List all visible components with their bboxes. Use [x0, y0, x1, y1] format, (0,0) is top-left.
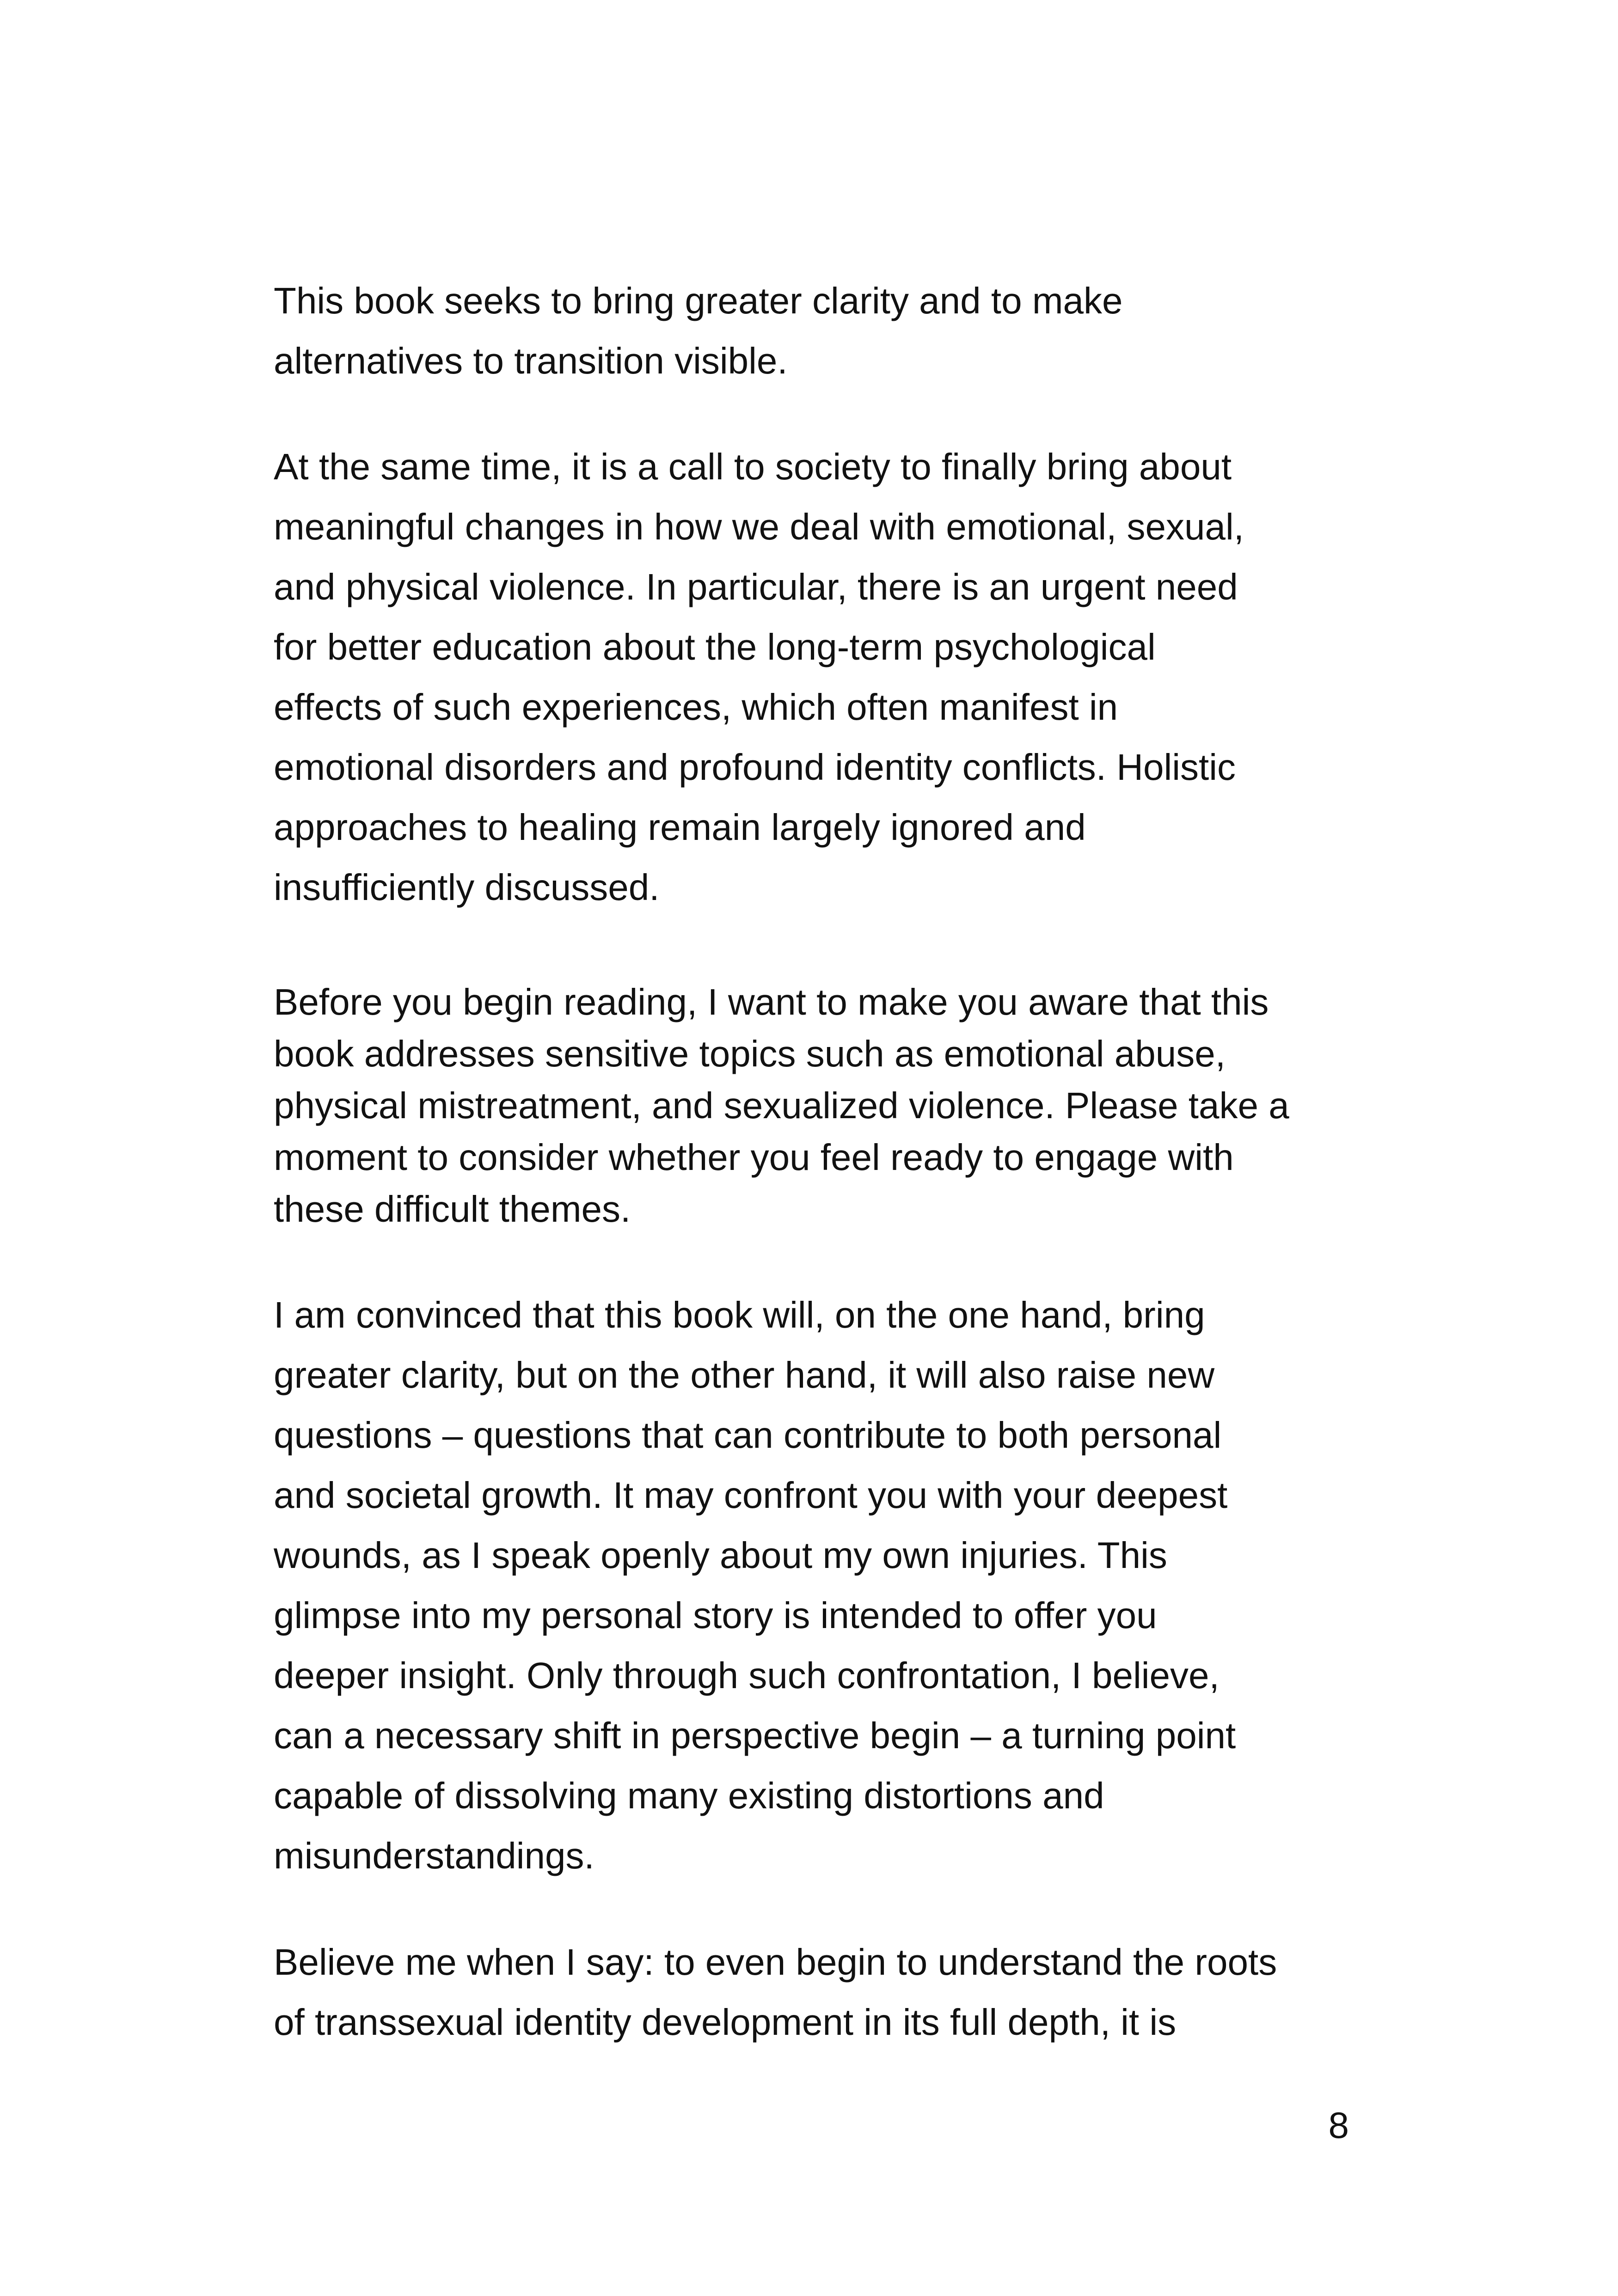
- paragraph-content-warning: Before you begin reading, I want to make you aware that this book addresses sensitive topics such as emotional abuse, physical mistreatment, and sexualized violence. Please take a moment to consider whether you feel ready to engage with these difficult themes.: [274, 981, 1289, 1230]
- paragraph-clarity-and-questions: I am convinced that this book will, on the one hand, bring greater clarity, but on the other hand, it will also raise new questions – questions that can contribute to both personal and societal growth. It may confront you with your deepest wounds, as I speak openly about my own injuries. This glimpse into my personal story is intended to offer you deeper insight. Only through such confrontation, I believe, can a necessary shift in perspective begin – a turning point capable of dissolving many existing distortions and misunderstandings.: [274, 1294, 1236, 1876]
- paragraph-believe-me: Believe me when I say: to even begin to understand the roots of transsexual identity development in its full depth, it is: [274, 1941, 1277, 2043]
- paragraph-call-to-society: At the same time, it is a call to society to finally bring about meaningful changes in how we deal with emotional, sexual, and physical violence. In particular, there is an urgent need for better education about the long-term psychological effects of such experiences, which often manifest in emotional disorders and profound identity conflicts. Holistic approaches to healing remain largely ignored and insufficiently discussed.: [274, 446, 1244, 908]
- paragraph-intro: This book seeks to bring greater clarity and to make alternatives to transition visible.: [274, 280, 1123, 381]
- page-number: 8: [1328, 2105, 1349, 2146]
